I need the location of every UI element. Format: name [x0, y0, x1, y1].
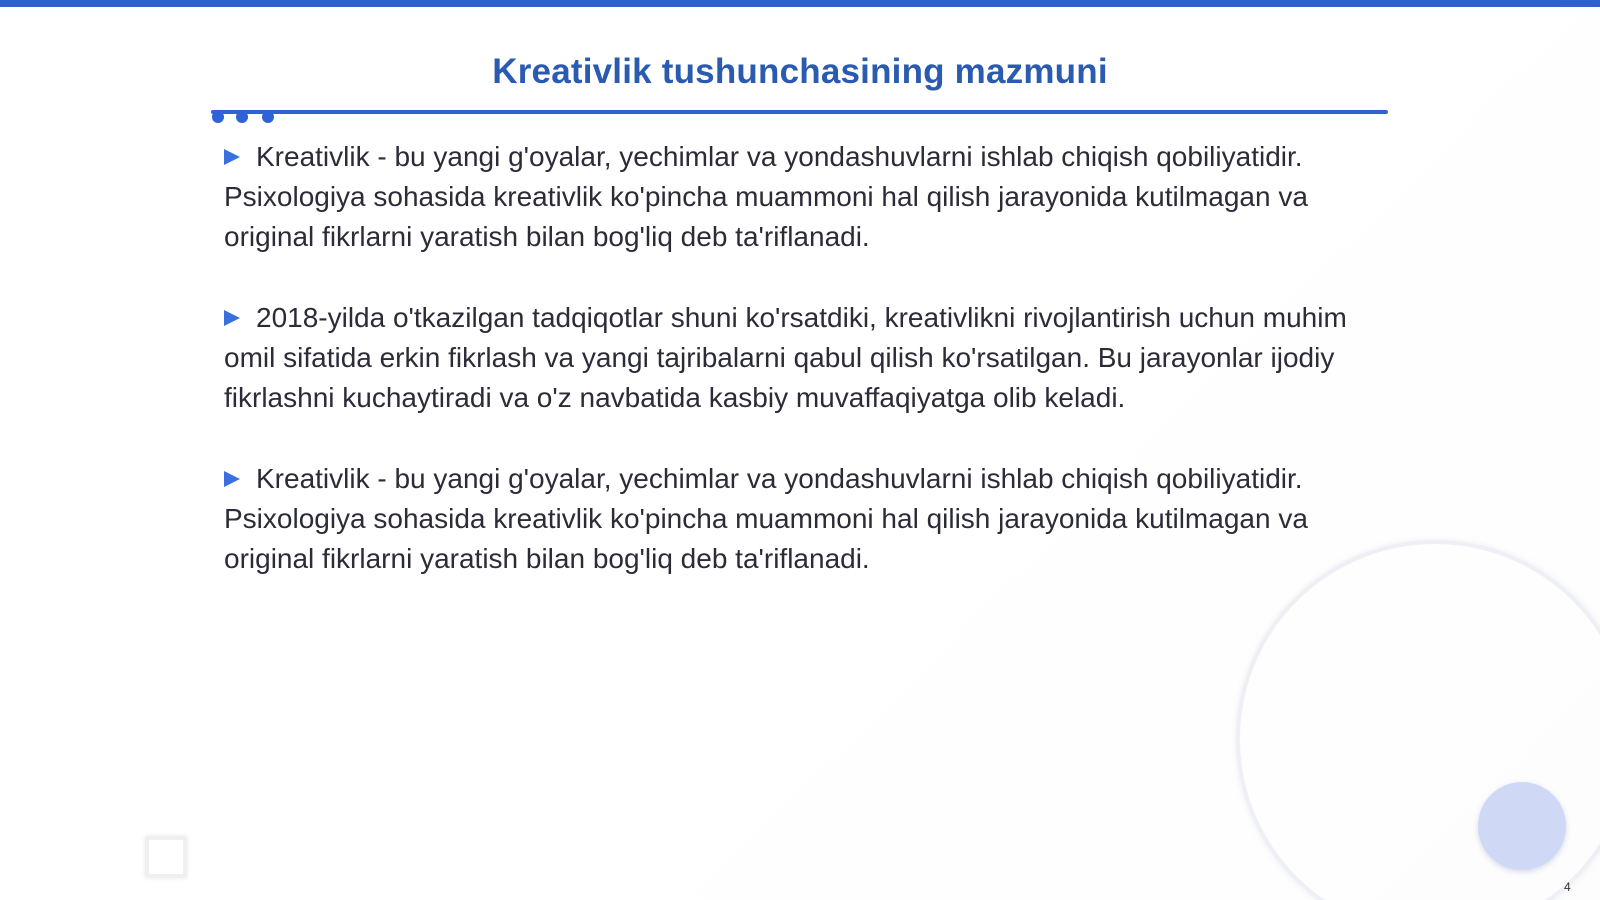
slide-title: Kreativlik tushunchasining mazmuni — [492, 52, 1108, 91]
paragraph-text: Kreativlik - bu yangi g'oyalar, yechimlar va yondashuvlarni ishlab chiqish qobiliyatidir. Psixologiya sohasida kreativlik ko'pincha muammoni hal qilish jarayonida kutilmagan va original fikrlarni yaratish bilan bog'liq deb ta'riflanadi. — [224, 463, 1308, 574]
triangle-right-icon — [224, 310, 240, 326]
rule-dot-icon — [236, 111, 248, 123]
decorative-circle — [1478, 782, 1566, 870]
triangle-right-icon — [224, 471, 240, 487]
decorative-square — [145, 836, 187, 878]
title-underline — [211, 110, 1388, 114]
page-number: 4 — [1564, 880, 1571, 894]
bullet-paragraph-1 — [224, 137, 1394, 257]
rule-dot-icon — [262, 111, 274, 123]
triangle-right-icon — [224, 149, 240, 165]
paragraph-text: 2018-yilda o'tkazilgan tadqiqotlar shuni ko'rsatdiki, kreativlikni rivojlantirish uchun muhim omil sifatida erkin fikrlash va yangi tajribalarni qabul qilish ko'rsatilgan. Bu jarayonlar ijodiy fikrlashni kuchaytiradi va o'z navbatida kasbiy muvaffaqiyatga olib keladi. — [224, 302, 1347, 413]
paragraph-text: Kreativlik - bu yangi g'oyalar, yechimlar va yondashuvlarni ishlab chiqish qobiliyatidir. Psixologiya sohasida kreativlik ko'pincha muammoni hal qilish jarayonida kutilmagan va original fikrlarni yaratish bilan bog'liq deb ta'riflanadi. — [224, 141, 1308, 252]
slide-body — [224, 137, 1394, 620]
bullet-paragraph-2 — [224, 298, 1394, 418]
bullet-paragraph-3 — [224, 459, 1394, 579]
rule-dot-icon — [212, 111, 224, 123]
top-accent-bar — [0, 0, 1600, 7]
